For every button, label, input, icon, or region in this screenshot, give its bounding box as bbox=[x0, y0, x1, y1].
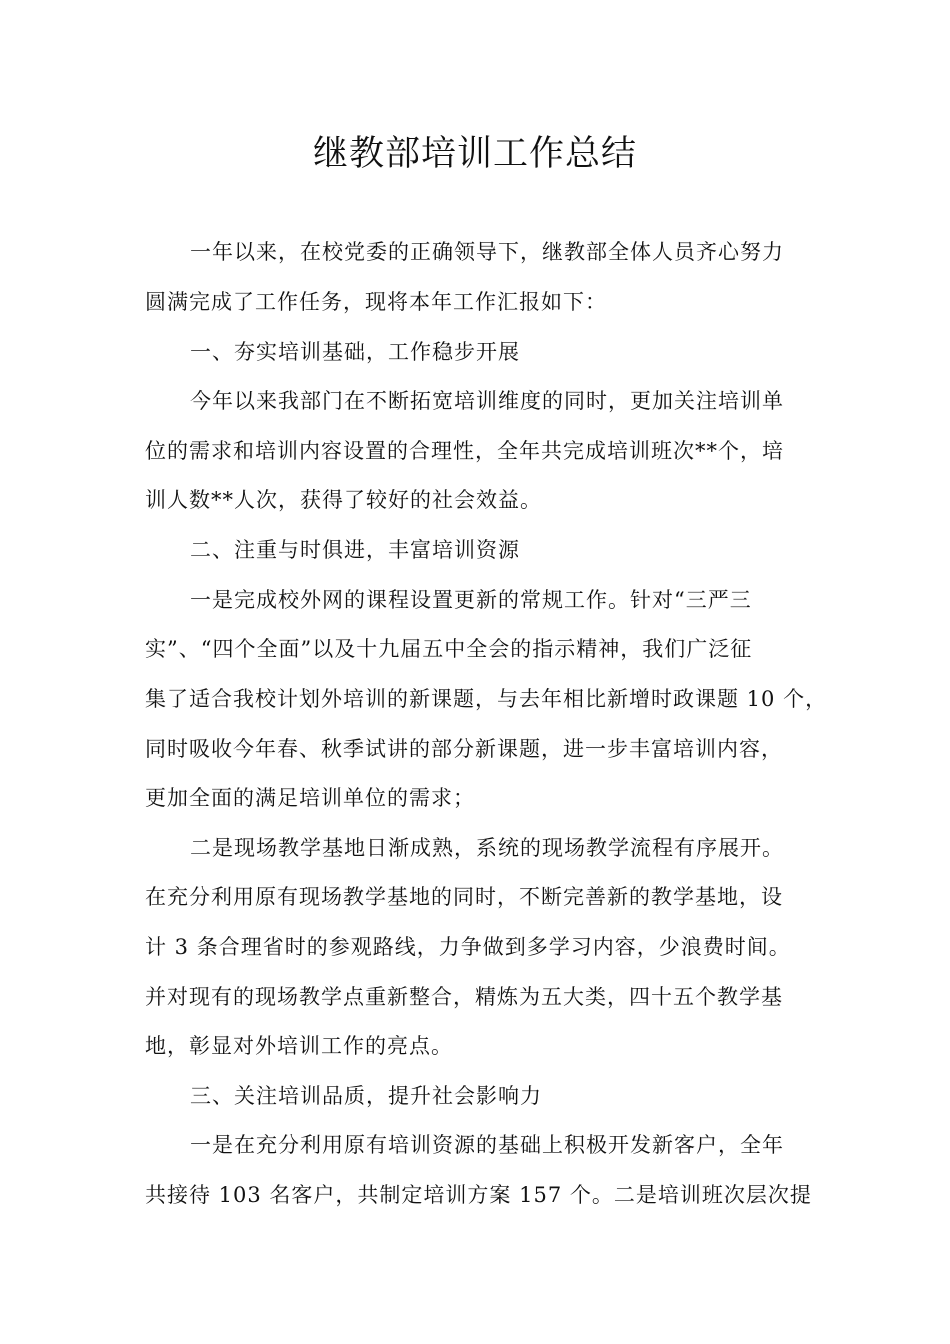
paragraph-line: 一是在充分利用原有培训资源的基础上积极开发新客户，全年 bbox=[190, 1133, 784, 1157]
paragraph-line: 实”、“四个全面”以及十九届五中全会的指示精神，我们广泛征 bbox=[145, 637, 753, 661]
section-heading: 一、夯实培训基础，工作稳步开展 bbox=[190, 340, 520, 364]
paragraph-line: 地，彰显对外培训工作的亮点。 bbox=[145, 1034, 453, 1058]
paragraph-line: 训人数**人次，获得了较好的社会效益。 bbox=[145, 488, 542, 512]
paragraph-line: 在充分利用原有现场教学基地的同时，不断完善新的教学基地，设 bbox=[145, 885, 783, 909]
section-heading: 二、注重与时俱进，丰富培训资源 bbox=[190, 538, 520, 562]
section-heading: 三、关注培训品质，提升社会影响力 bbox=[190, 1084, 542, 1108]
paragraph-line: 圆满完成了工作任务，现将本年工作汇报如下： bbox=[145, 290, 607, 314]
paragraph-line: 计 3 条合理省时的参观路线，力争做到多学习内容，少浪费时间。 bbox=[145, 935, 791, 959]
paragraph-line: 集了适合我校计划外培训的新课题，与去年相比新增时政课题 10 个， bbox=[145, 687, 828, 711]
paragraph-line: 更加全面的满足培训单位的需求； bbox=[145, 786, 475, 810]
paragraph-line: 共接待 103 名客户，共制定培训方案 157 个。二是培训班次层次提 bbox=[145, 1183, 812, 1207]
paragraph-line: 一是完成校外网的课程设置更新的常规工作。针对“三严三 bbox=[190, 588, 752, 612]
paragraph-line: 并对现有的现场教学点重新整合，精炼为五大类，四十五个教学基 bbox=[145, 985, 783, 1009]
paragraph-line: 二是现场教学基地日渐成熟，系统的现场教学流程有序展开。 bbox=[190, 836, 784, 860]
paragraph-line: 同时吸收今年春、秋季试讲的部分新课题，进一步丰富培训内容， bbox=[145, 737, 783, 761]
document-title: 继教部培训工作总结 bbox=[312, 134, 637, 174]
paragraph-line: 位的需求和培训内容设置的合理性，全年共完成培训班次**个，培 bbox=[145, 439, 784, 463]
paragraph-line: 一年以来，在校党委的正确领导下，继教部全体人员齐心努力 bbox=[190, 240, 784, 264]
paragraph-line: 今年以来我部门在不断拓宽培训维度的同时，更加关注培训单 bbox=[190, 389, 784, 413]
